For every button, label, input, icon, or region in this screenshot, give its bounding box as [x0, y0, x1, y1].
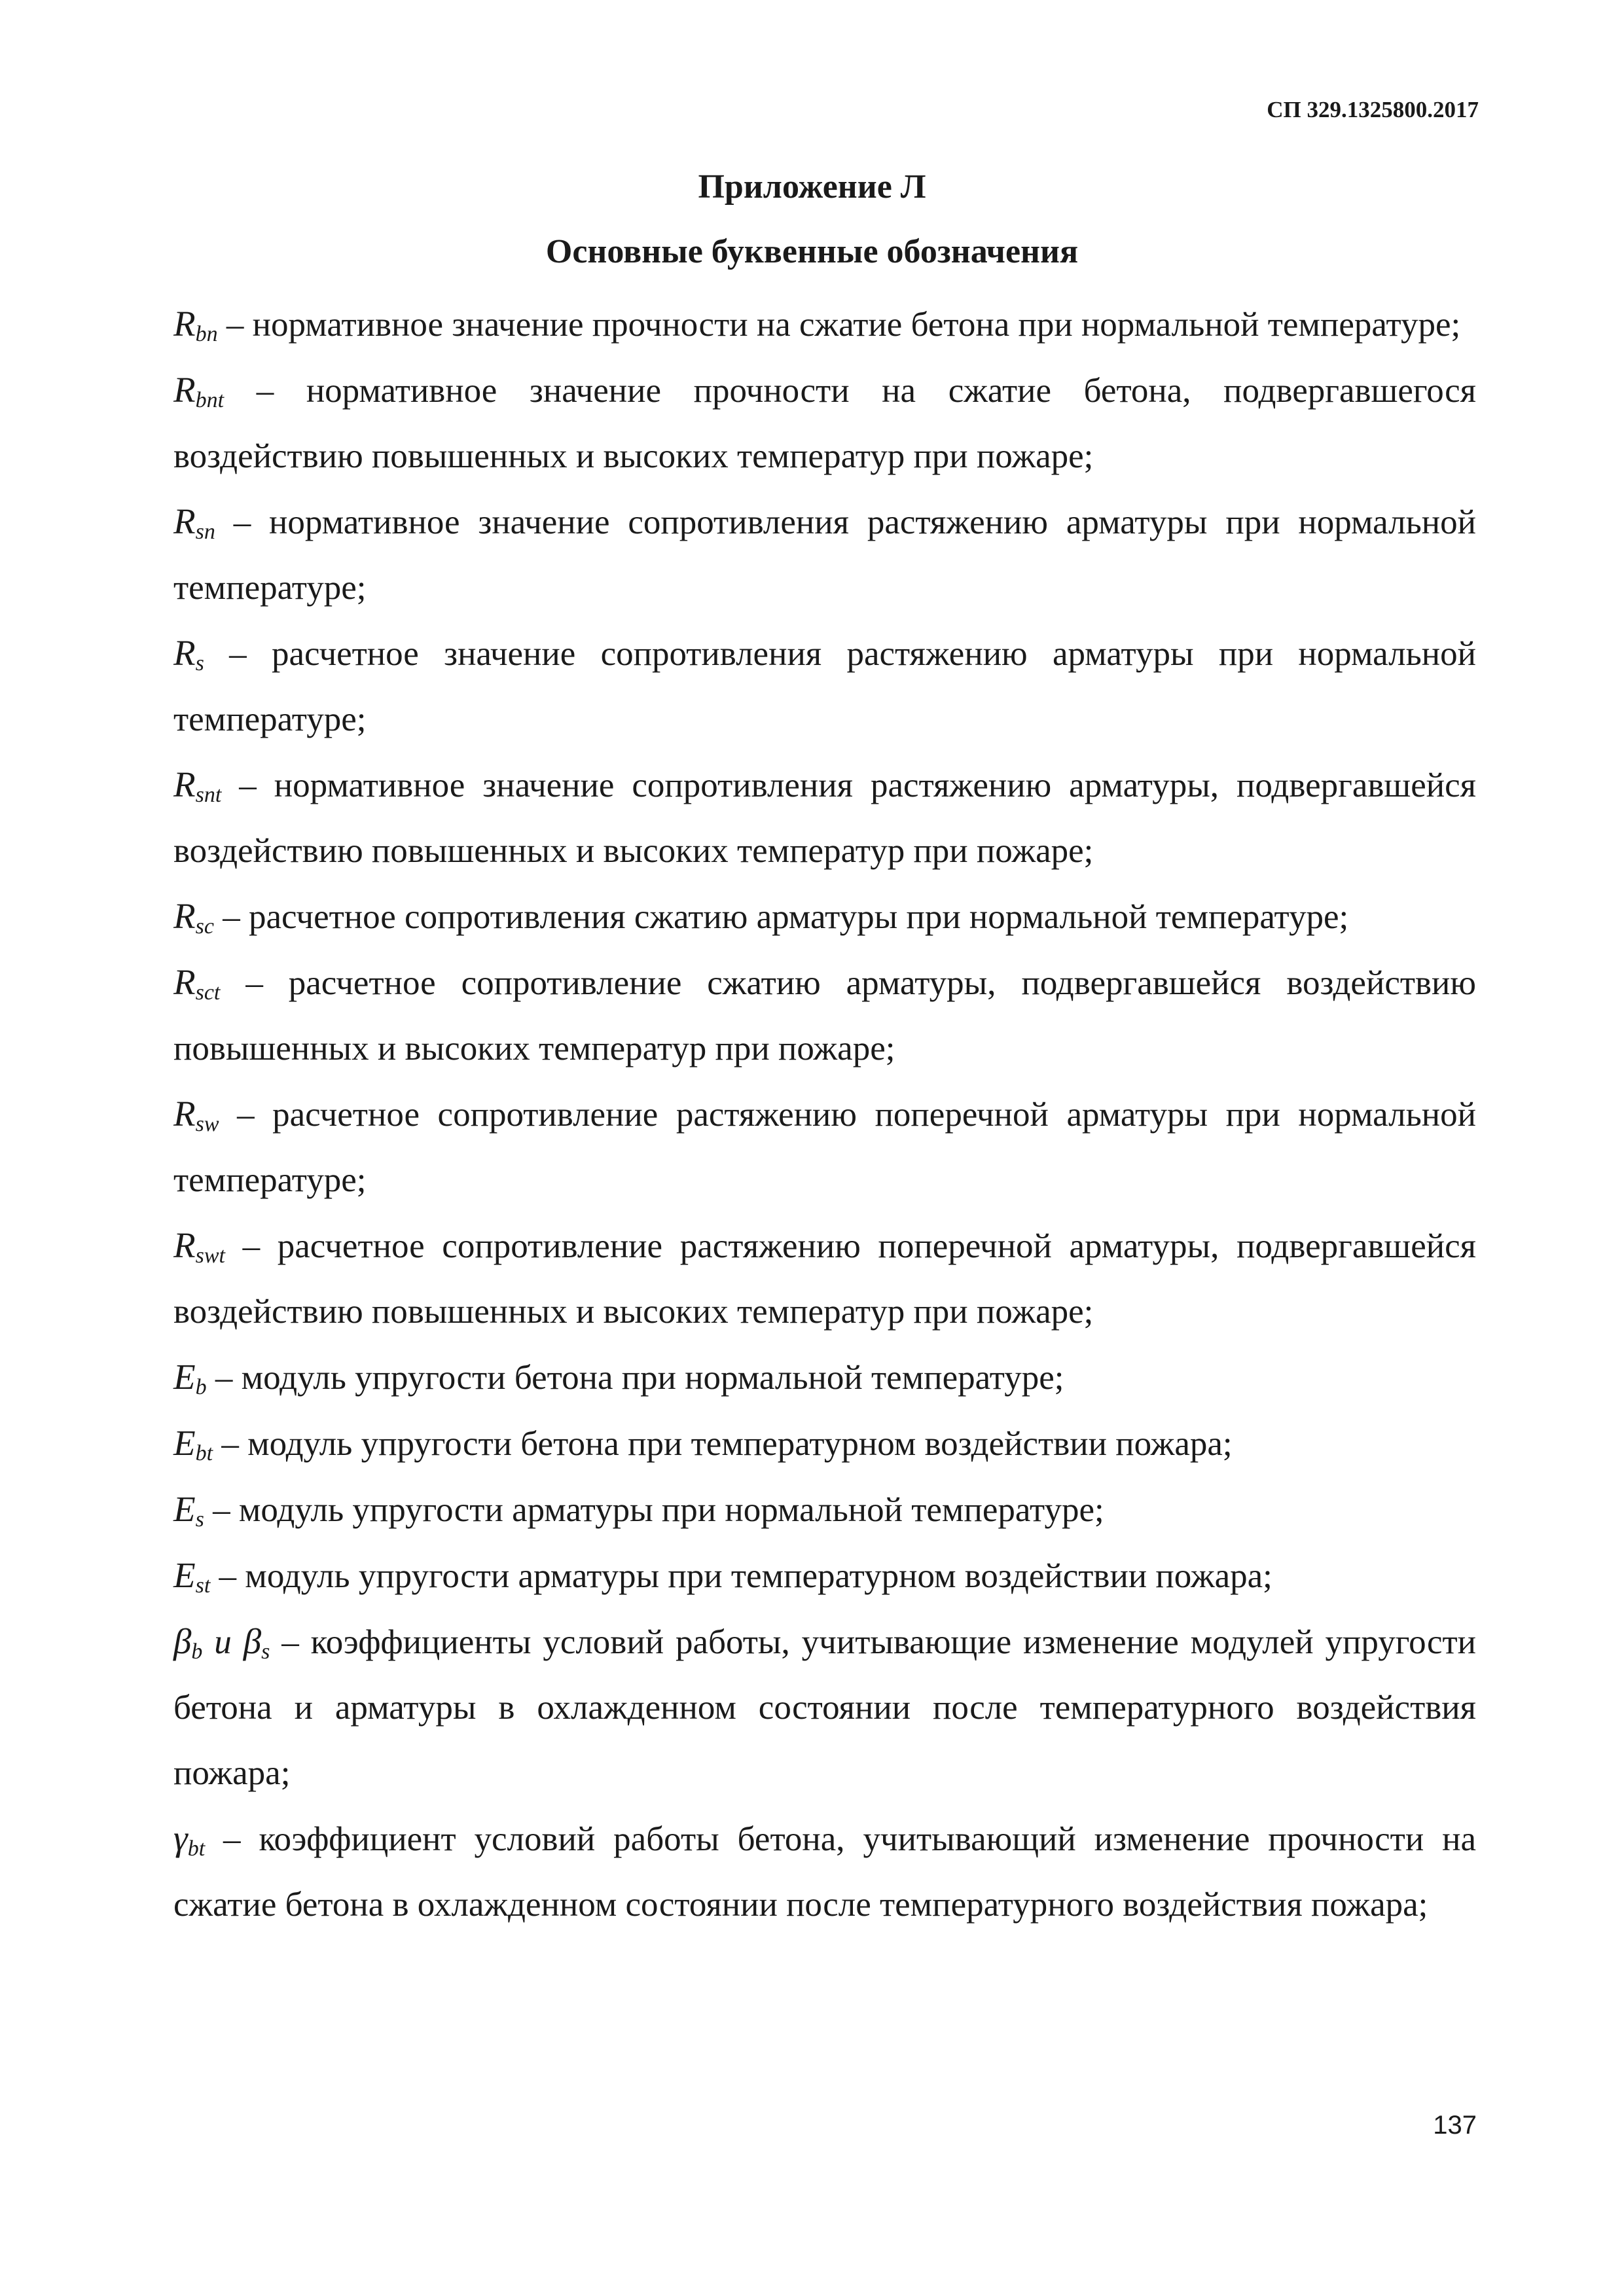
- symbol: [173, 1489, 204, 1532]
- document-code: СП 329.1325800.2017: [1267, 97, 1479, 122]
- symbol: [173, 962, 221, 1005]
- symbol-entry-rswt: [173, 1213, 1476, 1344]
- symbol-letter: γ: [173, 1818, 188, 1858]
- symbol-letter: R: [173, 962, 196, 1002]
- symbol-entry-eb: [173, 1344, 1476, 1410]
- symbol-entry-rsw: [173, 1081, 1476, 1213]
- symbol: [173, 1423, 213, 1463]
- symbol-subscript: bt: [187, 1837, 206, 1861]
- symbol-entry-rsct: [173, 950, 1476, 1081]
- symbol-letter: R: [173, 896, 196, 936]
- appendix-title: Приложение Л: [698, 168, 926, 206]
- symbol-subscript: sn: [195, 520, 215, 544]
- symbol-subscript: b: [191, 1640, 203, 1664]
- symbol-definition: – расчетное значение сопротивления растяжению арматуры при нормальной температуре;: [173, 635, 1476, 738]
- symbol-definition: – нормативное значение сопротивления растяжению арматуры при нормальной температуре;: [173, 503, 1476, 607]
- symbol: [173, 764, 222, 807]
- symbol: [173, 896, 214, 939]
- symbol-definition: – расчетное сопротивление растяжению поперечной арматуры при нормальной температуре;: [173, 1096, 1476, 1199]
- symbol-definition: – расчетное сопротивление растяжению поперечной арматуры, подвергавшейся воздействию повышенных и высоких температур при пожаре;: [173, 1227, 1476, 1331]
- symbol: [173, 1225, 225, 1268]
- symbol: [173, 1357, 207, 1397]
- symbol: [173, 304, 218, 344]
- symbol-definition: – нормативное значение прочности на сжатие бетона при нормальной температуре;: [217, 306, 1461, 344]
- symbol-letter: R: [173, 1225, 196, 1265]
- symbol-definition: – модуль упругости арматуры при температурном воздействии пожара;: [210, 1557, 1272, 1595]
- symbol: [173, 1555, 211, 1598]
- symbol: [173, 501, 215, 544]
- symbol-definition: – модуль упругости бетона при нормальной температуре;: [206, 1359, 1064, 1397]
- symbol-entry-rsnt: [173, 752, 1476, 884]
- symbol-letter: β: [243, 1621, 262, 1661]
- symbol-entry-rsn: [173, 489, 1476, 620]
- symbol-subscript: b: [195, 1375, 207, 1399]
- symbol-entry-gamma: [173, 1806, 1476, 1937]
- symbol-letter: R: [173, 304, 196, 344]
- symbol-list: [173, 291, 1476, 1937]
- symbol-letter: E: [173, 1357, 196, 1397]
- symbol-entry-rbn: [173, 291, 1476, 357]
- symbol-subscript: snt: [195, 783, 222, 807]
- symbol-entry-beta: [173, 1609, 1476, 1806]
- symbol: [173, 1818, 206, 1861]
- symbol-subscript: bt: [195, 1441, 213, 1465]
- symbol-letter: E: [173, 1489, 196, 1529]
- symbol-entry-rs: [173, 620, 1476, 752]
- symbol-definition: – модуль упругости бетона при температурном воздействии пожара;: [213, 1425, 1233, 1463]
- symbol-subscript: bn: [195, 322, 218, 346]
- symbol-definition: – коэффициент условий работы бетона, учитывающий изменение прочности на сжатие бетона в охлажденном состоянии после температурного воздействия пожара;: [173, 1820, 1476, 1924]
- symbol-subscript: swt: [195, 1244, 225, 1268]
- page-number: 137: [1433, 2111, 1477, 2140]
- symbol-definition: – коэффициенты условий работы, учитывающие изменение модулей упругости бетона и арматуры в охлажденном состоянии после температурного воздействия пожара;: [173, 1623, 1477, 1792]
- symbol-definition: – расчетное сопротивление сжатию арматуры, подвергавшейся воздействию повышенных и высоких температур при пожаре;: [173, 964, 1476, 1067]
- symbol-subscript: sct: [195, 980, 221, 1005]
- symbol-letter: R: [173, 633, 196, 673]
- symbol-entry-es: [173, 1477, 1476, 1543]
- symbol-letter: R: [173, 370, 196, 410]
- symbol-conjunction: и: [202, 1623, 244, 1661]
- symbol-subscript: bnt: [195, 388, 225, 412]
- symbol-definition: – нормативное значение сопротивления растяжению арматуры, подвергавшейся воздействию повышенных и высоких температур при пожаре;: [173, 766, 1476, 870]
- symbol-letter: E: [173, 1555, 196, 1595]
- symbol-letter: R: [173, 1094, 196, 1134]
- symbol-entry-est: [173, 1543, 1476, 1609]
- symbol-entry-rbnt: [173, 357, 1476, 489]
- symbol-subscript: sc: [195, 914, 214, 939]
- symbol-letter: R: [173, 501, 196, 541]
- symbol-letter: R: [173, 764, 196, 804]
- symbol-entry-rsc: [173, 884, 1476, 950]
- symbol-entry-ebt: [173, 1410, 1476, 1477]
- symbol-letter: E: [173, 1423, 196, 1463]
- symbol-definition: – нормативное значение прочности на сжатие бетона, подвергавшегося воздействию повышенных и высоких температур при пожаре;: [173, 372, 1476, 475]
- symbol: [173, 1621, 203, 1664]
- symbol-subscript: sw: [195, 1112, 219, 1136]
- section-title: Основные буквенные обозначения: [545, 233, 1079, 270]
- symbol: [173, 1094, 219, 1134]
- symbol-letter: β: [173, 1621, 192, 1661]
- symbol-subscript: st: [195, 1573, 211, 1598]
- symbol-second: [243, 1621, 270, 1664]
- symbol-definition: – расчетное сопротивления сжатию арматуры при нормальной температуре;: [213, 898, 1349, 936]
- symbol-subscript: s: [195, 651, 204, 675]
- symbol-definition: – модуль упругости арматуры при нормальной температуре;: [204, 1491, 1104, 1529]
- symbol-subscript: s: [261, 1640, 270, 1664]
- symbol: [173, 633, 204, 673]
- symbol-subscript: s: [195, 1507, 204, 1532]
- symbol: [173, 370, 224, 410]
